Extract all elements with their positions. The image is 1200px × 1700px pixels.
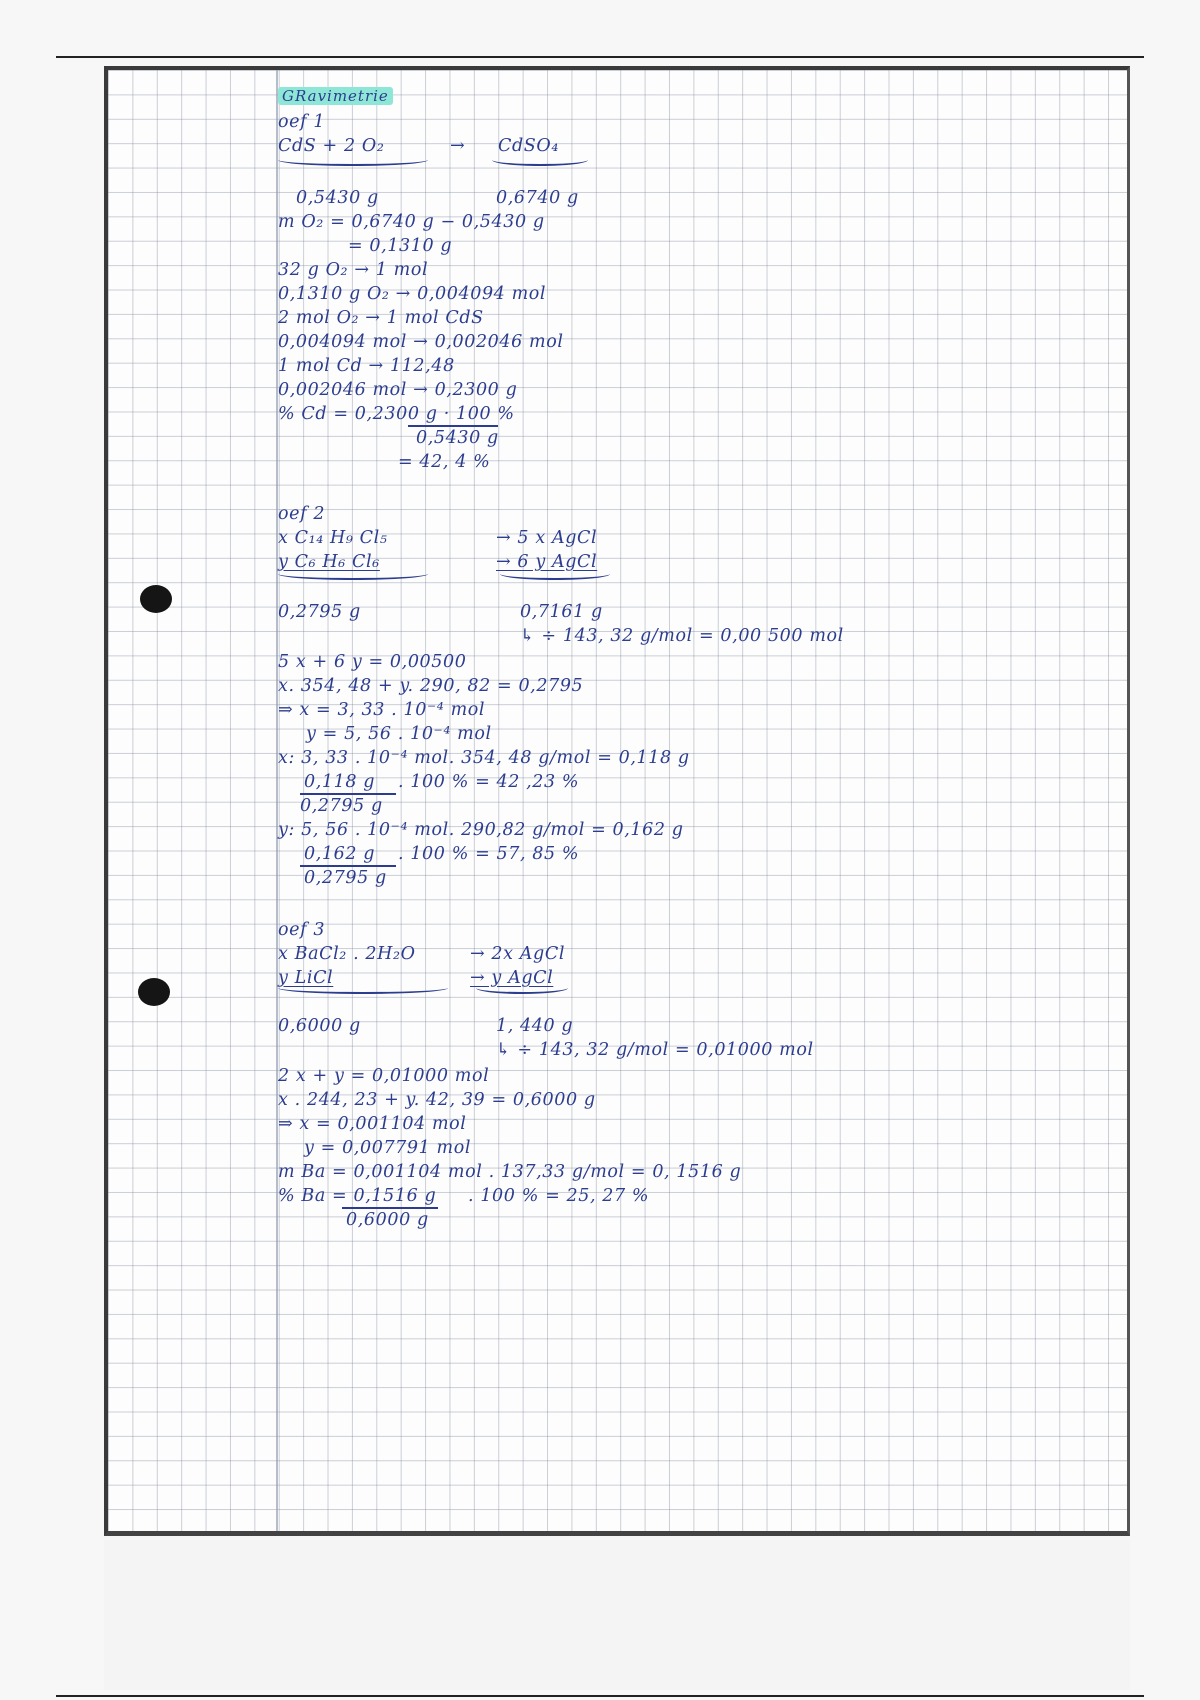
- note-line: y: 5, 56 . 10⁻⁴ mol. 290,82 g/mol = 0,162 g: [278, 820, 684, 840]
- brace: [278, 154, 428, 166]
- reactant: x BaCl₂ . 2H₂O: [278, 944, 416, 964]
- section-heading: oef 3: [278, 920, 326, 940]
- note-line: ⇒ x = 3, 33 . 10⁻⁴ mol: [278, 700, 486, 720]
- note-line: 5 x + 6 y = 0,00500: [278, 652, 467, 672]
- note-line: 0,1310 g O₂ → 0,004094 mol: [278, 284, 547, 304]
- note-line: x: 3, 33 . 10⁻⁴ mol. 354, 48 g/mol = 0,118 g: [278, 748, 690, 768]
- note-line: 1, 440 g: [496, 1016, 574, 1036]
- numerator: 0,162 g: [304, 844, 376, 864]
- note-line: 0,7161 g: [520, 602, 603, 622]
- product: → 6 y AgCl: [496, 552, 598, 572]
- section-heading: oef 1: [278, 112, 326, 132]
- denominator: 0,2795 g: [304, 868, 387, 888]
- note-line: 0,6740 g: [496, 188, 579, 208]
- reactant: x C₁₄ H₉ Cl₅: [278, 528, 388, 548]
- denominator: 0,5430 g: [416, 428, 499, 448]
- brace: [476, 982, 568, 994]
- reaction-arrow: →: [450, 136, 466, 156]
- note-line: 32 g O₂ → 1 mol: [278, 260, 429, 280]
- lower-blank-area: [104, 1540, 1130, 1690]
- section-heading: oef 2: [278, 504, 326, 524]
- reaction-left: CdS + 2 O₂: [278, 136, 385, 156]
- note-line: 0,004094 mol → 0,002046 mol: [278, 332, 564, 352]
- note-line: . 100 % = 25, 27 %: [468, 1186, 650, 1206]
- reactant: y LiCl: [278, 968, 334, 988]
- brace: [492, 154, 588, 166]
- page-bottom-rule: [56, 1695, 1144, 1697]
- note-line: 1 mol Cd → 112,48: [278, 356, 455, 376]
- note-line: . 100 % = 57, 85 %: [398, 844, 580, 864]
- percent-formula: % Cd = 0,2300 g · 100 %: [278, 404, 515, 424]
- reactant: y C₆ H₆ Cl₆: [278, 552, 380, 572]
- note-line: 0,002046 mol → 0,2300 g: [278, 380, 518, 400]
- note-line: 2 mol O₂ → 1 mol CdS: [278, 308, 484, 328]
- note-line: x. 354, 48 + y. 290, 82 = 0,2795: [278, 676, 584, 696]
- brace: [278, 982, 448, 994]
- note-line: x . 244, 23 + y. 42, 39 = 0,6000 g: [278, 1090, 596, 1110]
- note-line: ⇒ x = 0,001104 mol: [278, 1114, 467, 1134]
- note-line: ↳ ÷ 143, 32 g/mol = 0,01000 mol: [496, 1040, 814, 1060]
- denominator: 0,2795 g: [300, 796, 383, 816]
- note-line: m Ba = 0,001104 mol . 137,33 g/mol = 0, 1516 g: [278, 1162, 742, 1182]
- note-line: 0,6000 g: [278, 1016, 361, 1036]
- note-line: ↳ ÷ 143, 32 g/mol = 0,00 500 mol: [520, 626, 844, 646]
- punch-hole-top: [140, 585, 172, 613]
- product: → 5 x AgCl: [496, 528, 598, 548]
- note-line: . 100 % = 42 ,23 %: [398, 772, 580, 792]
- note-line: m O₂ = 0,6740 g − 0,5430 g: [278, 212, 545, 232]
- graph-paper-sheet: [104, 66, 1130, 1536]
- note-line: y = 5, 56 . 10⁻⁴ mol: [306, 724, 492, 744]
- page-top-rule: [56, 56, 1144, 58]
- page-title: GRavimetrie: [278, 84, 393, 108]
- punch-hole-bottom: [138, 978, 170, 1006]
- note-line: 0,2795 g: [278, 602, 361, 622]
- numerator: 0,118 g: [304, 772, 376, 792]
- note-line: 0,5430 g: [296, 188, 379, 208]
- product: → 2x AgCl: [470, 944, 566, 964]
- denominator: 0,6000 g: [346, 1210, 429, 1230]
- brace: [278, 568, 428, 580]
- brace: [500, 568, 610, 580]
- note-line: y = 0,007791 mol: [304, 1138, 472, 1158]
- percent-formula: % Ba = 0,1516 g: [278, 1186, 437, 1206]
- note-line: = 0,1310 g: [348, 236, 453, 256]
- reaction-right: CdSO₄: [498, 136, 559, 156]
- result: = 42, 4 %: [398, 452, 491, 472]
- product: → y AgCl: [470, 968, 554, 988]
- note-line: 2 x + y = 0,01000 mol: [278, 1066, 490, 1086]
